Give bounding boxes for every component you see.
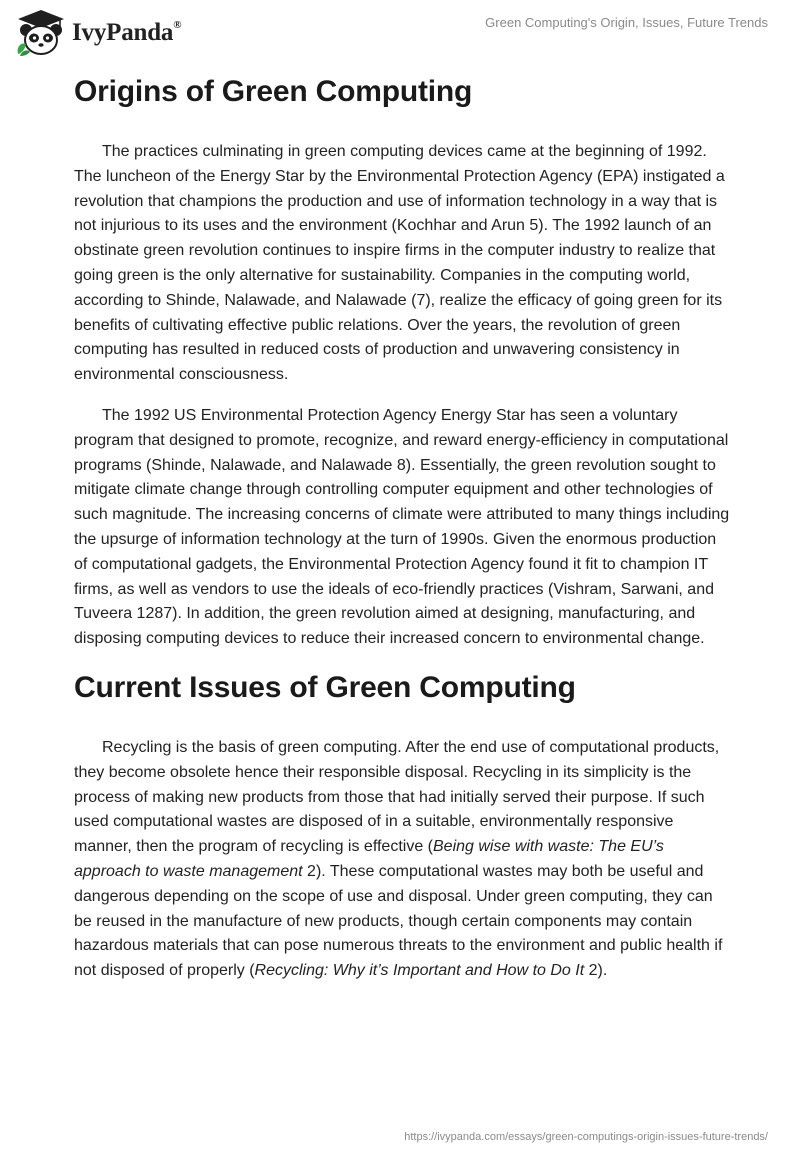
logo-text: IvyPanda® bbox=[72, 18, 182, 46]
paragraph-text: 2). These computational wastes may both be useful and dangerous depending on the scope of use and disposal. Under green computing, they can be reused in the manufacture of new products, though certain components may contain hazardous materials that can pose numerous threats to the environment and public health if not disposed of properly ( bbox=[74, 862, 723, 980]
page-header bbox=[0, 0, 800, 70]
document-title: Green Computing's Origin, Issues, Future Trends bbox=[485, 15, 768, 30]
section-heading-current-issues: Current Issues of Green Computing bbox=[74, 670, 576, 704]
citation-title: Being wise with waste: The EU’s approach to waste management bbox=[74, 838, 664, 880]
citation-title: Recycling: Why it’s Important and How to Do It bbox=[254, 962, 585, 980]
panda-graduation-icon bbox=[14, 8, 68, 58]
paragraph bbox=[74, 736, 730, 984]
paragraph: The practices culminating in green computing devices came at the beginning of 1992. The luncheon of the Energy Star by the Environmental Protection Agency (EPA) instigated a revolution that champions the production and use of information technology in a way that is not injurious to its uses and the environment (Kochhar and Arun 5). The 1992 launch of an obstinate green revolution continues to inspire firms in the computer industry to realize that going green is the only alternative for sustainability. Companies in the computing world, according to Shinde, Nalawade, and Nalawade (7), realize the efficacy of going green for its benefits of cultivating effective public relations. Over the years, the revolution of green computing has resulted in reduced costs of production and unwavering consistency in environmental consciousness. bbox=[74, 143, 725, 384]
footer-url[interactable]: https://ivypanda.com/essays/green-computings-origin-issues-future-trends/ bbox=[404, 1131, 768, 1143]
paragraph-text: 2). bbox=[584, 962, 608, 980]
paragraph: The 1992 US Environmental Protection Agency Energy Star has seen a voluntary program that designed to promote, recognize, and reward energy-efficiency in computational programs (Shinde, Nalawade, and Nalawade 8). Essentially, the green revolution sought to mitigate climate change through controlling computer equipment and other technologies of such magnitude. The increasing concerns of climate were attributed to many things including the upsurge of information technology at the turn of 1990s. Given the enormous production of computational gadgets, the Environmental Protection Agency found it fit to champion IT firms, as well as vendors to use the ideals of eco-friendly practices (Vishram, Sarwani, and Tuveera 1287). In addition, the green revolution aimed at designing, manufacturing, and disposing computing devices to reduce their increased concern to environmental change. bbox=[74, 406, 730, 648]
paragraph-text: Recycling is the basis of green computing. After the end use of computational products, they become obsolete hence their responsible disposal. Recycling in its simplicity is the process of making new products from those that had initially served their purpose. If such used computational wastes are disposed of in a suitable, environmentally responsive manner, then the program of recycling is effective ( bbox=[74, 738, 720, 856]
section-heading-origins: Origins of Green Computing bbox=[74, 75, 473, 108]
essay-content bbox=[74, 70, 730, 984]
ivypanda-logo[interactable] bbox=[14, 8, 181, 58]
